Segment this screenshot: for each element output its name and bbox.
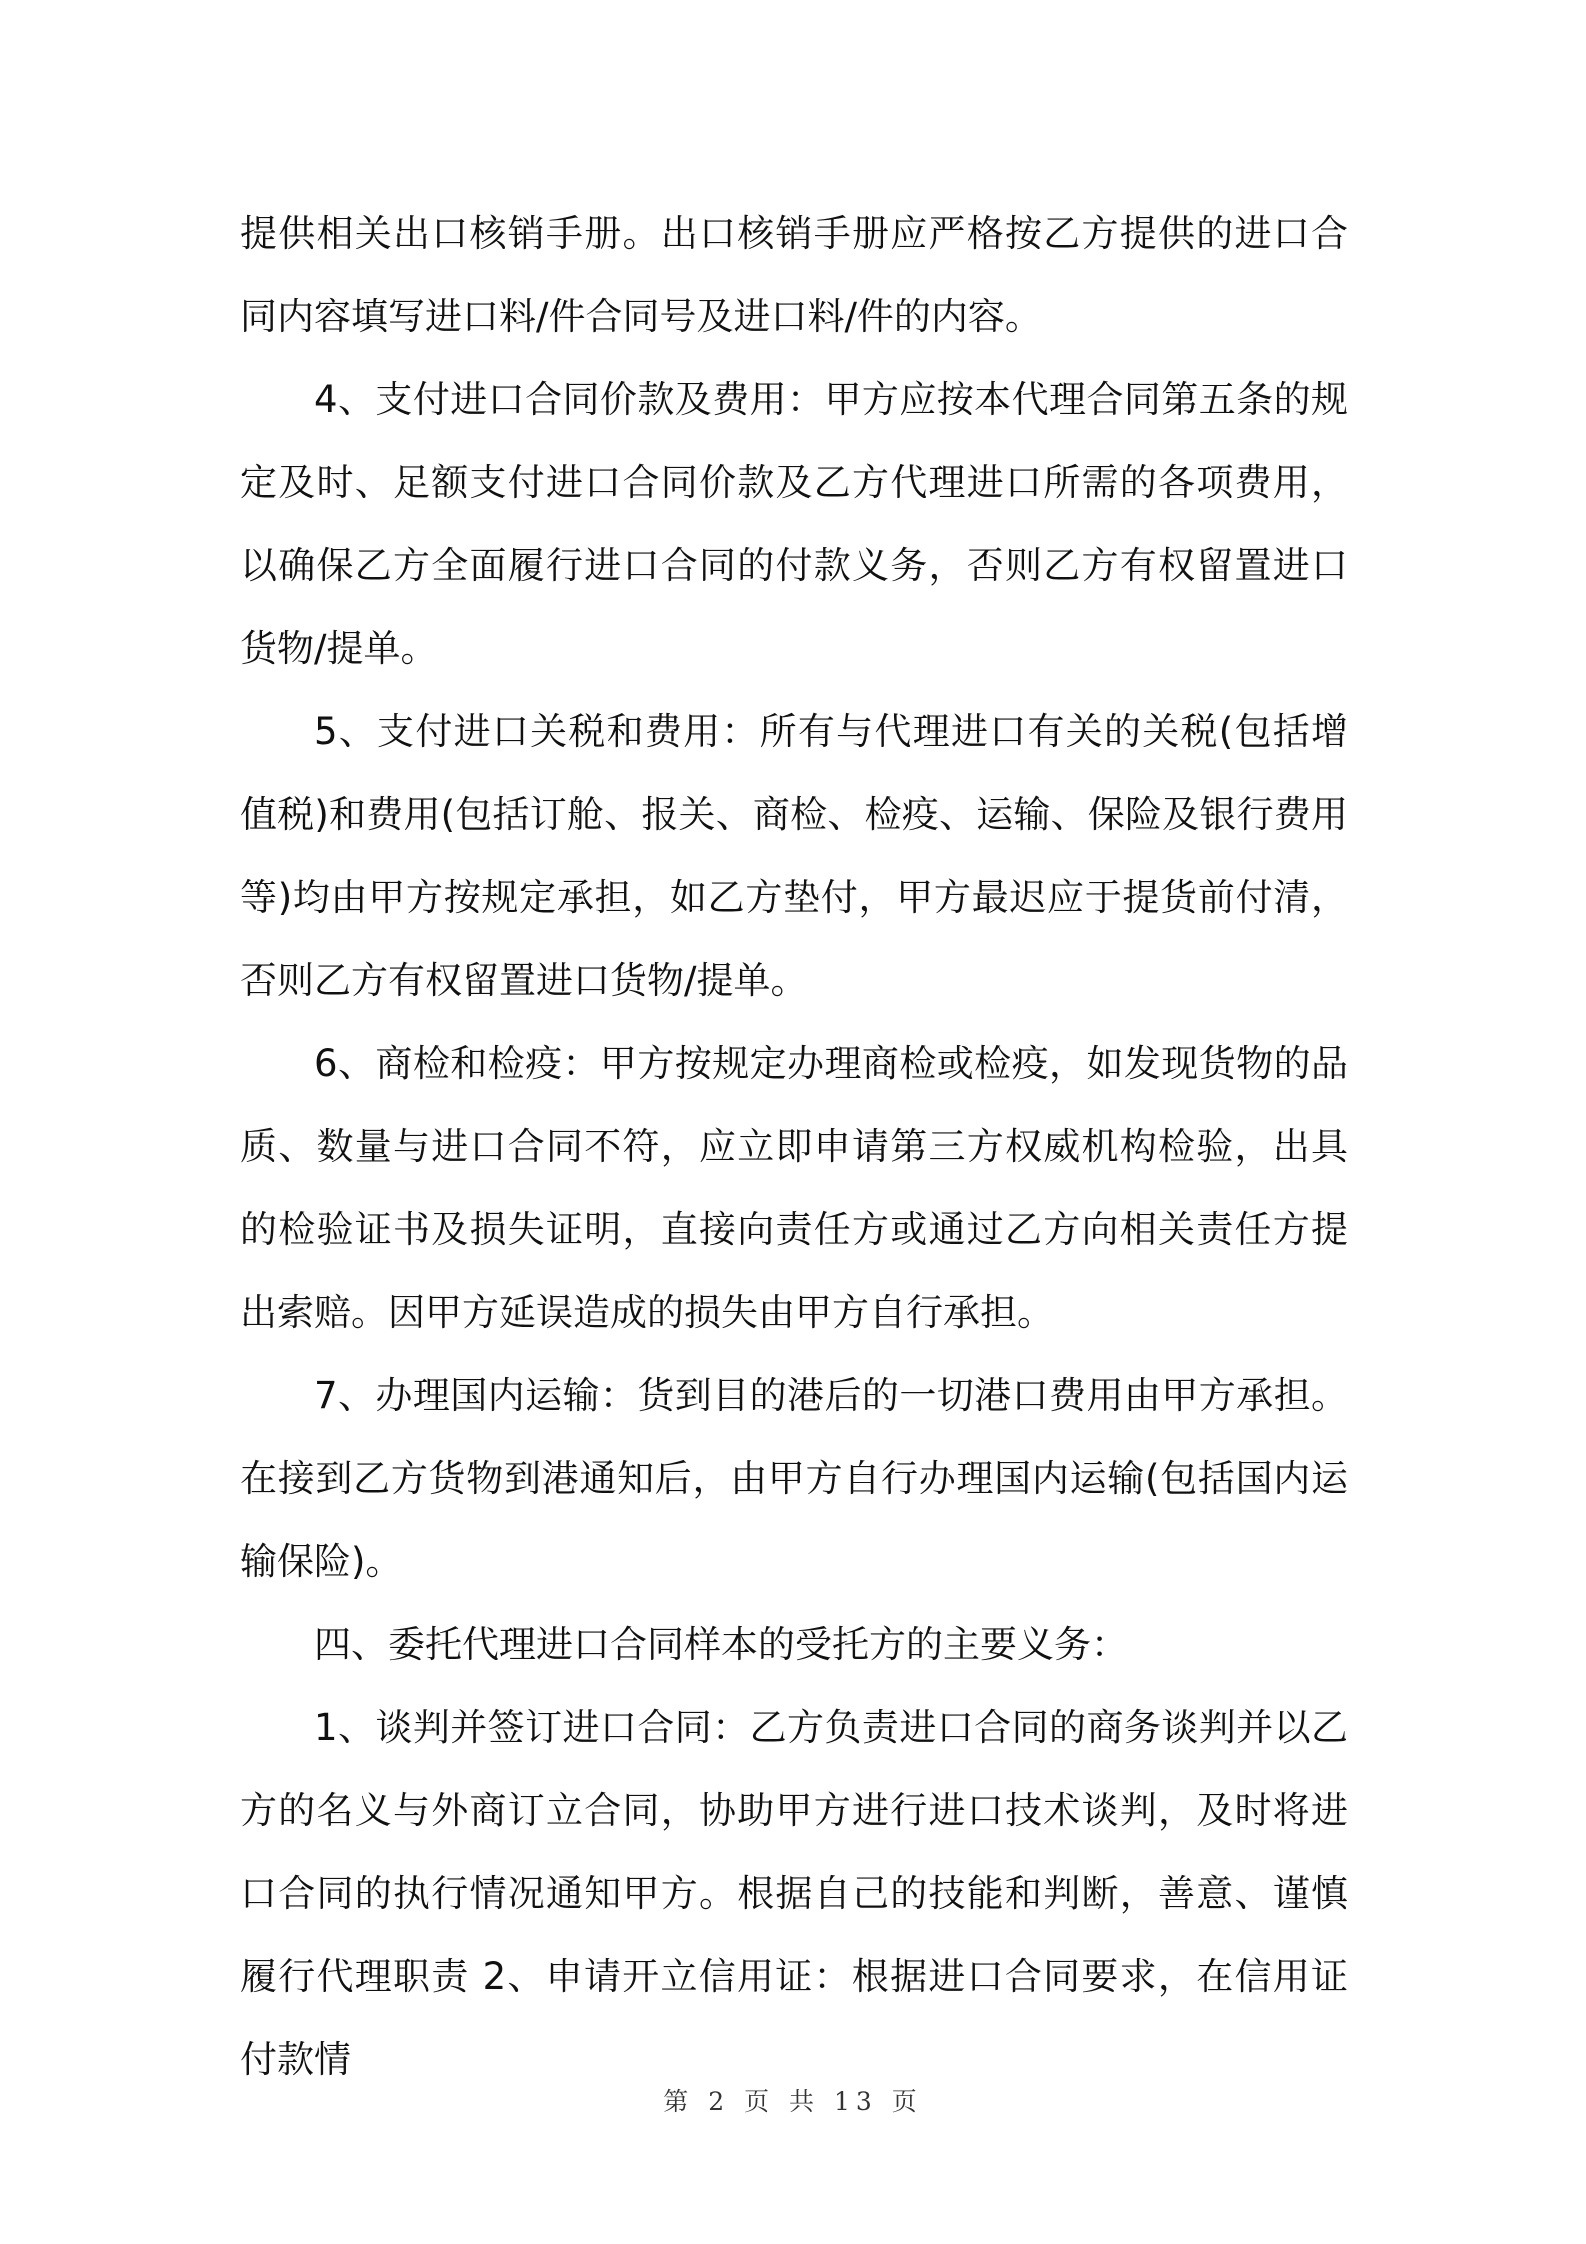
paragraph-item-4: 4、支付进口合同价款及费用：甲方应按本代理合同第五条的规定及时、足额支付进口合同价款及乙方代理进口所需的各项费用，以确保乙方全面履行进口合同的付款义务，否则乙方有权留置进口货物/提单。 <box>240 378 1348 670</box>
paragraph-item-7: 7、办理国内运输：货到目的港后的一切港口费用由甲方承担。在接到乙方货物到港通知后，由甲方自行办理国内运输(包括国内运输保险)。 <box>240 1374 1348 1583</box>
section-heading-4: 四、委托代理进口合同样本的受托方的主要义务： <box>314 1623 1128 1666</box>
document-body <box>240 192 1348 2101</box>
paragraph-item-5: 5、支付进口关税和费用：所有与代理进口有关的关税(包括增值税)和费用(包括订舱、报关、商检、检疫、运输、保险及银行费用等)均由甲方按规定承担，如乙方垫付，甲方最迟应于提货前付清，否则乙方有权留置进口货物/提单。 <box>240 710 1348 1002</box>
paragraph-item-6: 6、商检和检疫：甲方按规定办理商检或检疫，如发现货物的品质、数量与进口合同不符，应立即申请第三方权威机构检验，出具的检验证书及损失证明，直接向责任方或通过乙方向相关责任方提出索赔。因甲方延误造成的损失由甲方自行承担。 <box>240 1042 1348 1334</box>
paragraph-item-1: 1、谈判并签订进口合同：乙方负责进口合同的商务谈判并以乙方的名义与外商订立合同，协助甲方进行进口技术谈判，及时将进口合同的执行情况通知甲方。根据自己的技能和判断，善意、谨慎履行代理职责 2、申请开立信用证：根据进口合同要求，在信用证付款情 <box>240 1706 1348 2081</box>
paragraph-continuation: 提供相关出口核销手册。出口核销手册应严格按乙方提供的进口合同内容填写进口料/件合同号及进口料/件的内容。 <box>240 212 1348 338</box>
page-number: 第 2 页 共 13 页 <box>663 2087 923 2116</box>
